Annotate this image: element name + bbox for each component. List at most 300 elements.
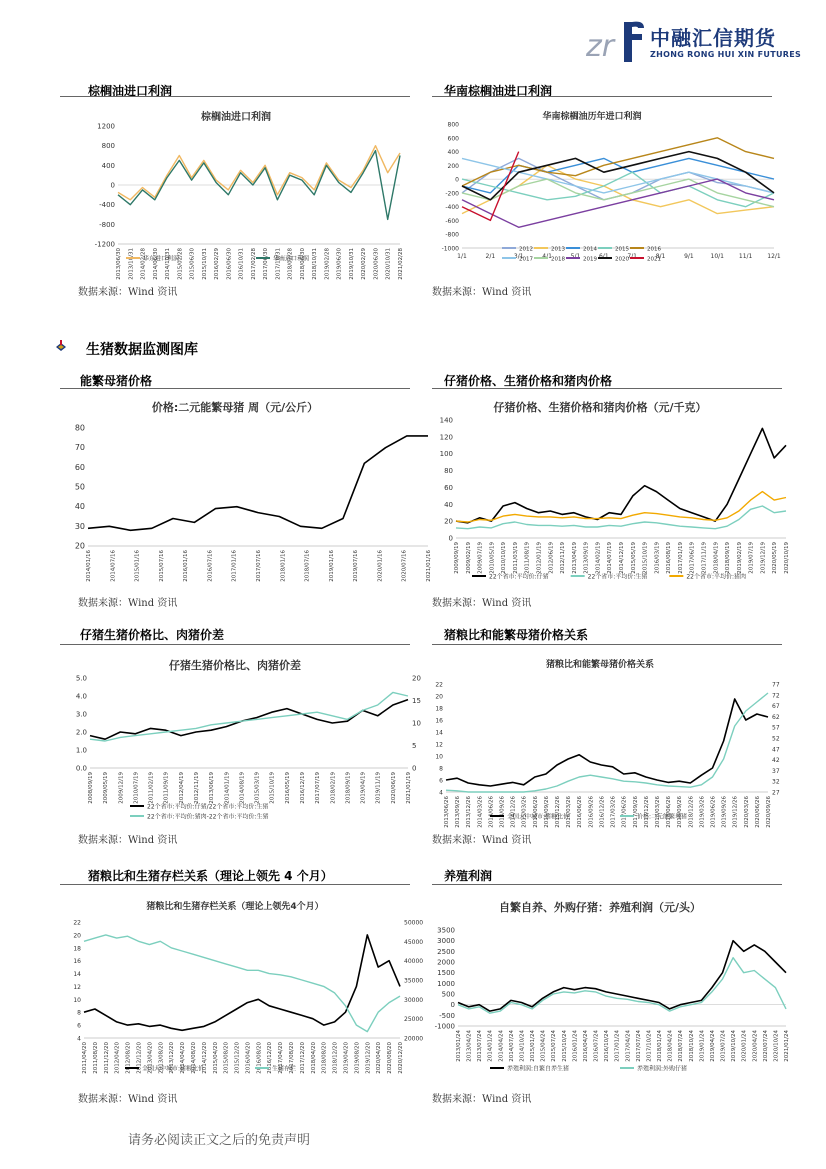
section-divider [60,644,410,645]
x-tick-label: 2018/06/30 [299,248,306,280]
y2-tick-label: 67 [772,703,780,711]
y-tick-label: 400 [101,161,115,170]
x-tick-label: 7/1 [627,253,638,260]
y-tick-label: 0 [110,181,115,190]
chart-svg [86,106,404,280]
y-tick-label: 140 [439,416,453,425]
y-tick-label: 60 [444,483,453,492]
x-tick-label: 2016/08/20 [256,1042,263,1074]
legend-label: 2013 [551,246,565,253]
y2-tick-label: 35000 [404,977,424,985]
y2-tick-label: 40000 [404,958,424,966]
x-tick-label: 2016/10/24 [604,1030,611,1062]
x-tick-label: 2020/06/26 [754,796,761,828]
x-tick-label: 2012/11/19 [194,772,200,804]
x-tick-label: 2017/07/24 [635,1030,642,1062]
legend-label: 2014 [583,246,597,253]
x-tick-label: 2019/06/26 [710,796,717,828]
y2-tick-label: 72 [772,692,780,700]
y-tick-label: -600 [445,217,459,225]
y2-tick-label: 30000 [404,996,424,1004]
x-tick-label: 2016/03/26 [566,796,573,828]
y2-tick-label: 10 [412,719,421,728]
legend-label: 全国大中城市:猪粮比价 [142,1065,205,1073]
x-tick-label: 2021/02/28 [398,248,404,280]
x-tick-label: 2014/01/19 [224,772,231,804]
x-tick-label: 2013/07/24 [477,1030,484,1062]
x-tick-label: 2018/07/16 [304,550,311,582]
x-tick-label: 2016/09/26 [588,796,595,828]
y-tick-label: 12 [73,983,81,991]
x-tick-label: 2021/01/16 [426,550,432,582]
x-tick-label: 2011/08/20 [92,1042,99,1074]
series-line [118,146,400,200]
x-tick-label: 2019/04/20 [343,1042,350,1074]
panel-section-title: 猪粮比和生猪存栏关系（理论上领先 4 个月） [88,869,333,883]
y-tick-label: 6 [77,1022,81,1030]
section-divider [432,884,782,885]
x-tick-label: 2015/05/19 [630,542,637,574]
x-tick-label: 2015/12/26 [555,796,562,828]
panel-section-title: 仔猪价格、生猪价格和猪肉价格 [444,374,613,388]
chart-title: 自繁自养、外购仔猪：养殖利润（元/头） [498,901,702,914]
section-divider [60,884,410,885]
x-tick-label: 2016/01/24 [572,1030,579,1062]
section-bullet-icon [54,339,68,353]
legend-label: 2021 [647,256,661,263]
x-tick-label: 2014/12/19 [619,542,625,574]
chart-title: 华南棕榈油历年进口利润 [542,112,642,122]
series-line [456,428,786,522]
x-tick-label: 2010/07/19 [133,772,140,804]
y-tick-label: 400 [447,149,459,157]
chart-svg [432,896,790,1076]
x-tick-label: 2015/10/19 [642,542,649,574]
y-tick-label: 8 [439,765,443,773]
x-tick-label: 2019/12/20 [365,1042,372,1074]
x-tick-label: 2017/10/24 [646,1030,653,1062]
x-tick-label: 11/1 [738,253,753,260]
x-tick-label: 1/1 [457,253,467,260]
x-tick-label: 2017/07/16 [256,550,262,582]
x-tick-label: 2012/12/20 [136,1042,143,1074]
x-tick-label: 2014/02/28 [140,248,147,280]
x-tick-label: 2018/04/24 [667,1030,674,1062]
x-tick-label: 2014/10/24 [519,1030,526,1062]
x-tick-label: 2018/06/26 [666,796,673,828]
series-line [90,700,408,740]
y-tick-label: 0 [455,176,459,184]
y-tick-label: 14 [435,729,443,737]
x-tick-label: 2013/04/20 [147,1042,154,1074]
legend-label: 2020 [615,256,629,263]
x-tick-label: 2017/06/30 [263,248,270,280]
y-tick-label: 20 [73,932,81,940]
y2-tick-label: 77 [772,681,780,689]
x-tick-label: 2017/07/19 [315,772,322,804]
x-tick-label: 2014/08/20 [190,1042,197,1074]
x-tick-label: 2013/04/19 [571,542,578,574]
series-line [88,436,428,530]
legend-label: 2017 [519,256,533,263]
x-tick-label: 2018/01/16 [280,550,287,582]
y-tick-label: 16 [73,958,81,966]
legend-label: 2016 [647,246,661,253]
x-tick-label: 2011/03/19 [512,542,519,574]
x-tick-label: 2014/01/16 [86,550,92,582]
x-tick-label: 2017/04/24 [625,1030,632,1062]
x-tick-label: 2020/12/20 [398,1042,404,1074]
y-tick-label: 120 [439,433,453,442]
x-tick-label: 2020/10/19 [784,542,790,574]
x-tick-label: 2017/06/19 [689,542,696,574]
x-tick-label: 4/1 [542,253,552,260]
line-chart [432,396,790,584]
x-tick-label: 2012/08/20 [125,1042,132,1074]
x-tick-label: 2017/12/20 [299,1042,306,1074]
y-tick-label: 22 [73,919,81,927]
y-tick-label: 6 [439,777,443,785]
x-tick-label: 2013/12/20 [169,1042,176,1074]
series-line [84,935,400,1032]
x-tick-label: 2020/04/20 [376,1042,383,1074]
legend-label: 全国大中城市:猪粮比价 [507,813,570,821]
y2-tick-label: 20 [412,674,421,683]
legend-label: 2015 [615,246,629,253]
x-tick-label: 2021/01/24 [784,1030,790,1062]
chart-title: 价格:二元能繁母猪 周（元/公斤） [151,401,319,414]
x-tick-label: 2018/09/26 [677,796,684,828]
x-tick-label: 2017/08/20 [289,1042,296,1074]
y-tick-label: 60 [74,462,85,472]
panel-section-title: 华南棕榈油进口利润 [444,84,553,98]
x-tick-label: 2019/08/20 [354,1042,361,1074]
y-tick-label: -500 [439,1011,455,1020]
x-tick-label: 2016/12/19 [300,772,306,804]
x-tick-label: 2016/07/16 [207,550,214,582]
y2-tick-label: 27 [772,789,780,797]
data-source-note: 数据来源：Wind 资讯 [432,598,532,609]
y-tick-label: 20 [444,517,453,526]
y-tick-label: 3000 [437,937,455,946]
chart-svg [432,654,780,828]
series-line [456,492,786,522]
legend-label: 22个省市:平均价:生猪 [587,573,648,581]
x-tick-label: 2011/04/20 [82,1042,88,1074]
data-source-note: 数据来源：Wind 资讯 [78,835,178,846]
y-tick-label: 800 [101,142,115,151]
y-tick-label: 4 [439,789,443,797]
x-tick-label: 2014/04/24 [498,1030,505,1062]
x-tick-label: 2019/02/19 [736,542,743,574]
x-tick-label: 2019/02/28 [324,248,331,280]
panel-section-title: 仔猪生猪价格比、肉猪价差 [80,628,225,642]
x-tick-label: 2014/07/19 [607,542,614,574]
x-tick-label: 2016/04/20 [245,1042,252,1074]
x-tick-label: 3/1 [513,253,524,260]
x-tick-label: 2020/10/24 [773,1030,780,1062]
y2-tick-label: 50000 [404,919,424,927]
series-line [462,179,774,227]
series-line [84,935,400,1030]
x-tick-label: 2014/12/26 [510,796,517,828]
x-tick-label: 2017/11/19 [701,542,708,574]
line-chart [432,106,781,266]
x-tick-label: 2017/01/16 [231,550,238,582]
y-tick-label: 5.0 [75,674,87,683]
legend-label: 2019 [583,256,597,263]
x-tick-label: 2014/08/19 [239,772,246,804]
section-divider [432,644,782,645]
y-tick-label: 70 [74,443,85,453]
x-tick-label: 2017/10/31 [275,248,282,280]
x-tick-label: 2020/03/26 [743,796,750,828]
x-tick-label: 2012/11/19 [560,542,567,574]
x-tick-label: 2012/06/19 [548,542,555,574]
x-tick-label: 2015/07/24 [551,1030,558,1062]
panel-section-title: 能繁母猪价格 [80,374,153,388]
x-tick-label: 2013/08/20 [158,1042,165,1074]
y2-tick-label: 52 [772,735,780,743]
x-tick-label: 2019/10/24 [731,1030,738,1062]
y-tick-label: 1500 [437,969,455,978]
x-tick-label: 2021/01/19 [406,772,412,804]
x-tick-label: 2018/04/20 [310,1042,317,1074]
x-tick-label: 2013/01/24 [456,1030,462,1062]
chart-title: 棕榈油进口利润 [201,112,271,123]
legend-label: 22个省市:平均价:仔猪 [489,573,549,581]
section-heading: 生猪数据监测图库 [86,342,198,358]
x-tick-label: 2016/06/26 [577,796,584,828]
legend-label: 22个省市:平均价:仔猪/22个省市:平均价:生猪 [147,803,269,811]
x-tick-label: 12/1 [767,253,781,260]
x-tick-label: 2015/10/19 [269,772,276,804]
legend-label: 22个省市:平均价:猪肉-22个省市:平均价:生猪 [147,813,269,821]
x-tick-label: 2014/09/26 [499,796,506,828]
data-source-note: 数据来源：Wind 资讯 [78,1094,178,1105]
x-tick-label: 2016/05/19 [284,772,291,804]
x-tick-label: 2020/01/24 [741,1030,748,1062]
x-tick-label: 8/1 [655,253,666,260]
company-logo-mark-icon [586,20,646,64]
line-chart [60,654,421,824]
series-line [446,699,768,786]
y-tick-label: -200 [445,190,459,198]
x-tick-label: 2018/12/20 [332,1042,339,1074]
y2-tick-label: 0 [412,764,417,773]
x-tick-label: 2018/09/19 [345,772,352,804]
legend-label: 华东进口利润 [143,255,180,263]
y-tick-label: -1000 [441,245,459,253]
y2-tick-label: 20000 [404,1035,424,1043]
x-tick-label: 2019/04/19 [360,772,367,804]
x-tick-label: 2013/06/26 [444,796,450,828]
x-tick-label: 2019/01/24 [699,1030,706,1062]
y-tick-label: 4.0 [75,692,87,701]
x-tick-label: 2016/04/24 [582,1030,589,1062]
y-tick-label: 20 [435,693,443,701]
x-tick-label: 2013/09/19 [583,542,590,574]
legend-label: 价格:二元能繁母猪 [637,813,688,821]
y-tick-label: 18 [73,945,81,953]
x-tick-label: 2009/02/19 [465,542,472,574]
x-tick-label: 2013/12/26 [466,796,473,828]
line-chart [432,896,790,1076]
y-tick-label: 12 [435,741,443,749]
series-line [446,693,768,792]
chart-svg [432,396,790,584]
x-tick-label: 2017/02/28 [250,248,257,280]
x-tick-label: 9/1 [684,253,694,260]
x-tick-label: 2018/04/19 [713,542,720,574]
x-tick-label: 2010/05/19 [489,542,496,574]
x-tick-label: 2019/06/30 [336,248,343,280]
x-tick-label: 2015/04/24 [540,1030,547,1062]
y-tick-label: 20 [74,541,85,551]
x-tick-label: 2020/05/19 [772,542,779,574]
x-tick-label: 2020/07/24 [762,1030,769,1062]
x-tick-label: 2020/02/29 [361,248,368,280]
x-tick-label: 2019/07/19 [748,542,755,574]
x-tick-label: 2019/04/24 [709,1030,716,1062]
y-tick-label: 1.0 [75,746,87,755]
legend-label: 22个省市:平均价:猪肉 [686,573,747,581]
x-tick-label: 2017/01/24 [614,1030,621,1062]
y-tick-label: 10 [73,996,81,1004]
y-tick-label: 22 [435,681,443,689]
x-tick-label: 2014/10/31 [165,248,172,280]
y-tick-label: 2000 [437,958,455,967]
x-tick-label: 2019/11/19 [375,772,382,804]
y2-tick-label: 25000 [404,1016,424,1024]
x-tick-label: 2018/08/20 [321,1042,328,1074]
x-tick-label: 2013/09/26 [455,796,462,828]
data-source-note: 数据来源：Wind 资讯 [78,598,178,609]
line-chart [60,396,432,586]
y-tick-label: 600 [447,135,459,143]
x-tick-label: 6/1 [598,253,609,260]
x-tick-label: 2017/06/26 [621,796,628,828]
y2-tick-label: 5 [412,742,417,750]
x-tick-label: 2015/10/24 [561,1030,568,1062]
x-tick-label: 2010/10/19 [501,542,508,574]
y-tick-label: -400 [445,204,459,212]
y2-tick-label: 42 [772,757,780,765]
line-chart [86,106,404,280]
x-tick-label: 2016/12/20 [267,1042,274,1074]
x-tick-label: 2014/07/24 [508,1030,515,1062]
x-tick-label: 2018/10/24 [688,1030,695,1062]
x-tick-label: 2011/02/19 [148,772,155,804]
svg-text:zr: zr [586,29,615,64]
y-tick-label: 18 [435,705,443,713]
data-source-note: 数据来源：Wind 资讯 [432,1094,532,1105]
x-tick-label: 2016/07/24 [593,1030,600,1062]
y-tick-label: -400 [99,201,115,210]
x-tick-label: 2014/06/30 [152,248,159,280]
panel-section-title: 养殖利润 [444,869,493,883]
y-tick-label: -1200 [94,240,115,249]
panel-section-title: 棕榈油进口利润 [88,84,173,98]
x-tick-label: 2015/03/26 [521,796,528,828]
x-tick-label: 2018/02/19 [330,772,337,804]
x-tick-label: 2020/06/30 [373,248,380,280]
x-tick-label: 2009/05/19 [103,772,110,804]
y-tick-label: 4 [77,1035,81,1043]
x-tick-label: 2016/12/26 [599,796,606,828]
x-tick-label: 2015/01/16 [134,550,141,582]
section-divider [60,96,410,97]
x-tick-label: 2017/04/20 [278,1042,285,1074]
x-tick-label: 2009/09/19 [454,542,460,574]
y-tick-label: 16 [435,717,443,725]
y-tick-label: -1000 [434,1022,455,1031]
x-tick-label: 2018/02/28 [287,248,294,280]
data-source-note: 数据来源：Wind 资讯 [432,287,532,298]
legend-label: 生猪存栏 [272,1065,297,1073]
y2-tick-label: 45000 [404,938,424,946]
section-divider [60,388,410,389]
x-tick-label: 2015/06/30 [189,248,196,280]
x-tick-label: 2014/07/16 [110,550,117,582]
x-tick-label: 2017/12/26 [643,796,650,828]
x-tick-label: 2/1 [485,253,496,260]
x-tick-label: 2020/07/16 [401,550,408,582]
series-line [456,506,786,529]
y-tick-label: -800 [99,220,115,229]
y-tick-label: 800 [447,121,459,129]
x-tick-label: 2016/08/19 [666,542,673,574]
x-tick-label: 2014/01/24 [487,1030,494,1062]
x-tick-label: 2015/01/24 [530,1030,537,1062]
x-tick-label: 2019/09/26 [721,796,728,828]
x-tick-label: 2019/01/16 [328,550,335,582]
x-tick-label: 2017/01/19 [677,542,684,574]
x-tick-label: 2015/07/16 [158,550,165,582]
x-tick-label: 2015/10/31 [201,248,208,280]
x-tick-label: 2020/06/19 [390,772,397,804]
y2-tick-label: 15 [412,697,421,705]
chart-title: 猪粮比和生猪存栏关系（理论上领先4个月） [146,902,324,912]
x-tick-label: 10/1 [710,253,725,260]
legend-label: 养殖利润:自繁自养生猪 [507,1065,570,1073]
chart-svg [432,106,781,266]
panel-section-title: 猪粮比和能繁母猪价格关系 [444,628,589,642]
x-tick-label: 2019/07/24 [720,1030,727,1062]
x-tick-label: 2015/04/20 [212,1042,219,1074]
y-tick-label: 14 [73,971,81,979]
legend-label: 华南进口利润 [273,255,310,263]
x-tick-label: 2020/01/16 [377,550,384,582]
chart-title: 猪粮比和能繁母猪价格关系 [545,660,655,670]
y-tick-label: 80 [444,467,453,476]
x-tick-label: 2019/07/16 [353,550,360,582]
x-tick-label: 2016/01/16 [183,550,190,582]
x-tick-label: 2015/02/28 [177,248,184,280]
x-tick-label: 2013/10/31 [128,248,135,280]
x-tick-label: 2011/12/20 [103,1042,110,1074]
y-tick-label: -800 [445,231,459,239]
x-tick-label: 2020/08/20 [387,1042,394,1074]
x-tick-label: 2018/01/24 [657,1030,664,1062]
y2-tick-label: 47 [772,746,780,754]
chart-title: 仔猪生猪价格比、肉猪价差 [169,659,301,672]
y-tick-label: 100 [439,450,453,459]
y2-tick-label: 57 [772,724,780,732]
company-logo-text: 中融汇信期货 [650,26,776,50]
x-tick-label: 2018/09/19 [725,542,732,574]
y-tick-label: 0 [450,1001,455,1010]
